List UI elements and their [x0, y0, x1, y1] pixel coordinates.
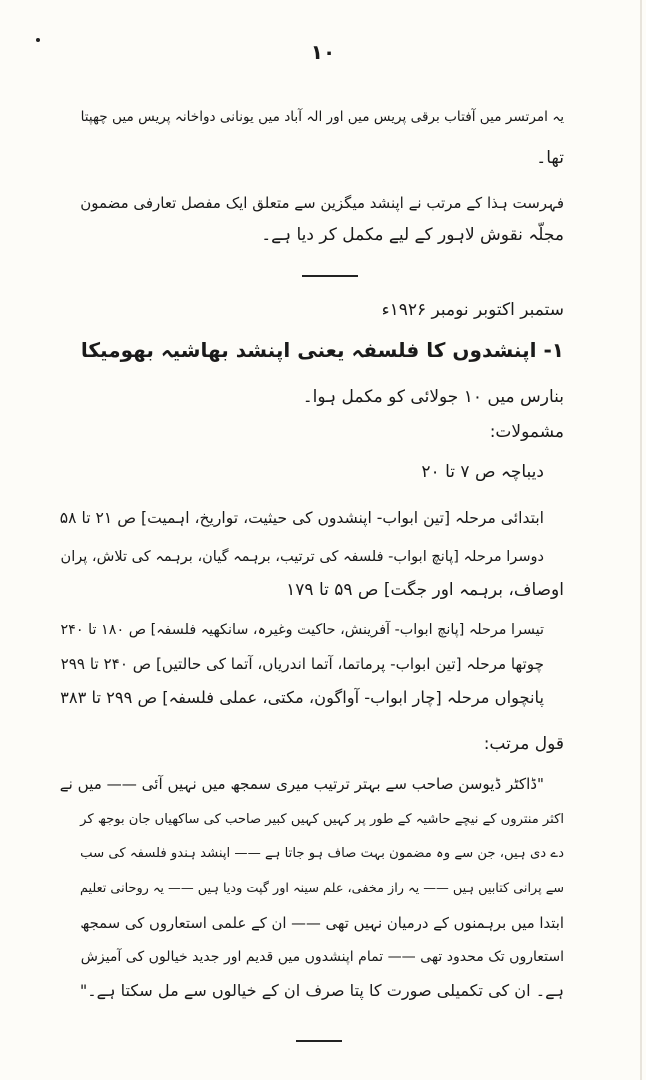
quote-line: استعاروں تک محدود تھی —— تمام اپنشدوں میں قدیم اور جدید خیالوں کی آمیزش — [80, 949, 564, 965]
section-heading: ۱- اپنشدوں کا فلسفہ یعنی اپنشد بھاشیہ بھومیکا — [80, 338, 564, 362]
quote-line: ہے۔ ان کی تکمیلی صورت کا پتا صرف ان کے خیالوں سے مل سکتا ہے۔" — [79, 981, 564, 1000]
bottom-divider — [296, 1040, 342, 1042]
quote-line: سے پرانی کتابیں ہیں —— یہ راز مخفی، علم سینہ اور گپت ودیا ہیں —— یہ روحانی تعلیم — [79, 881, 564, 896]
quote-line: اکثر منتروں کے نیچے حاشیہ کے طور پر کہیں کہیں کبیر صاحب کی ساکھیاں جان بوجھ کر — [80, 812, 564, 827]
quote-line: "ڈاکٹر ڈیوسن صاحب سے بہتر ترتیب میری سمجھ میں نہیں آئی —— میں نے — [59, 775, 544, 793]
section-divider — [302, 275, 358, 277]
contents-item: تیسرا مرحلہ [پانچ ابواب- آفرینش، حاکیت وغیرہ، سانکھیہ فلسفہ] ص ۱۸۰ تا ۲۴۰ — [60, 622, 544, 638]
contents-item: اوصاف، برہمہ اور جگت] ص ۵۹ تا ۱۷۹ — [286, 580, 564, 600]
contents-item: ابتدائی مرحلہ [تین ابواب- اپنشدوں کی حیثیت، تواریخ، اہمیت] ص ۲۱ تا ۵۸ — [59, 509, 544, 527]
contents-item: چوتھا مرحلہ [تین ابواب- پرماتما، آتما اندریاں، آتما کی حالتیں] ص ۲۴۰ تا ۲۹۹ — [60, 655, 544, 673]
intro-line-1: یہ امرتسر میں آفتاب برقی پریس میں اور الہ آباد میں یونانی دواخانہ پریس میں چھپتا — [80, 109, 564, 125]
quote-label: قول مرتب: — [483, 734, 564, 754]
intro-line-4: مجلّہ نقوش لاہور کے لیے مکمل کر دیا ہے۔ — [261, 225, 564, 245]
page-number: ۱۰ — [310, 40, 336, 64]
contents-item: پانچواں مرحلہ [چار ابواب- آواگون، مکتی، عملی فلسفہ] ص ۲۹۹ تا ۳۸۳ — [60, 688, 544, 707]
quote-line: دے دی ہیں، جن سے وہ مضمون بہت صاف ہو جاتا ہے —— اپنشد ہندو فلسفہ کی سب — [80, 846, 564, 861]
quote-line: ابتدا میں برہمنوں کے درمیان نہیں تھی —— ان کے علمی استعاروں کی سمجھ — [80, 915, 564, 932]
intro-line-2: تھا۔ — [536, 148, 564, 168]
contents-item: دیباچہ ص ۷ تا ۲۰ — [421, 462, 544, 482]
date-line: ستمبر اکتوبر نومبر ۱۹۲۶ء — [381, 300, 564, 320]
intro-line-3: فہرست ہذا کے مرتب نے اپنشد میگزین سے متعلق ایک مفصل تعارفی مضمون — [80, 194, 564, 212]
page-edge-shadow — [640, 0, 642, 1080]
contents-item: دوسرا مرحلہ [پانچ ابواب- فلسفہ کی ترتیب، برہمہ گیان، برہمہ کی تلاش، پران — [60, 549, 544, 565]
completion-note: بنارس میں ۱۰ جولائی کو مکمل ہوا۔ — [302, 387, 564, 407]
contents-label: مشمولات: — [489, 422, 564, 442]
